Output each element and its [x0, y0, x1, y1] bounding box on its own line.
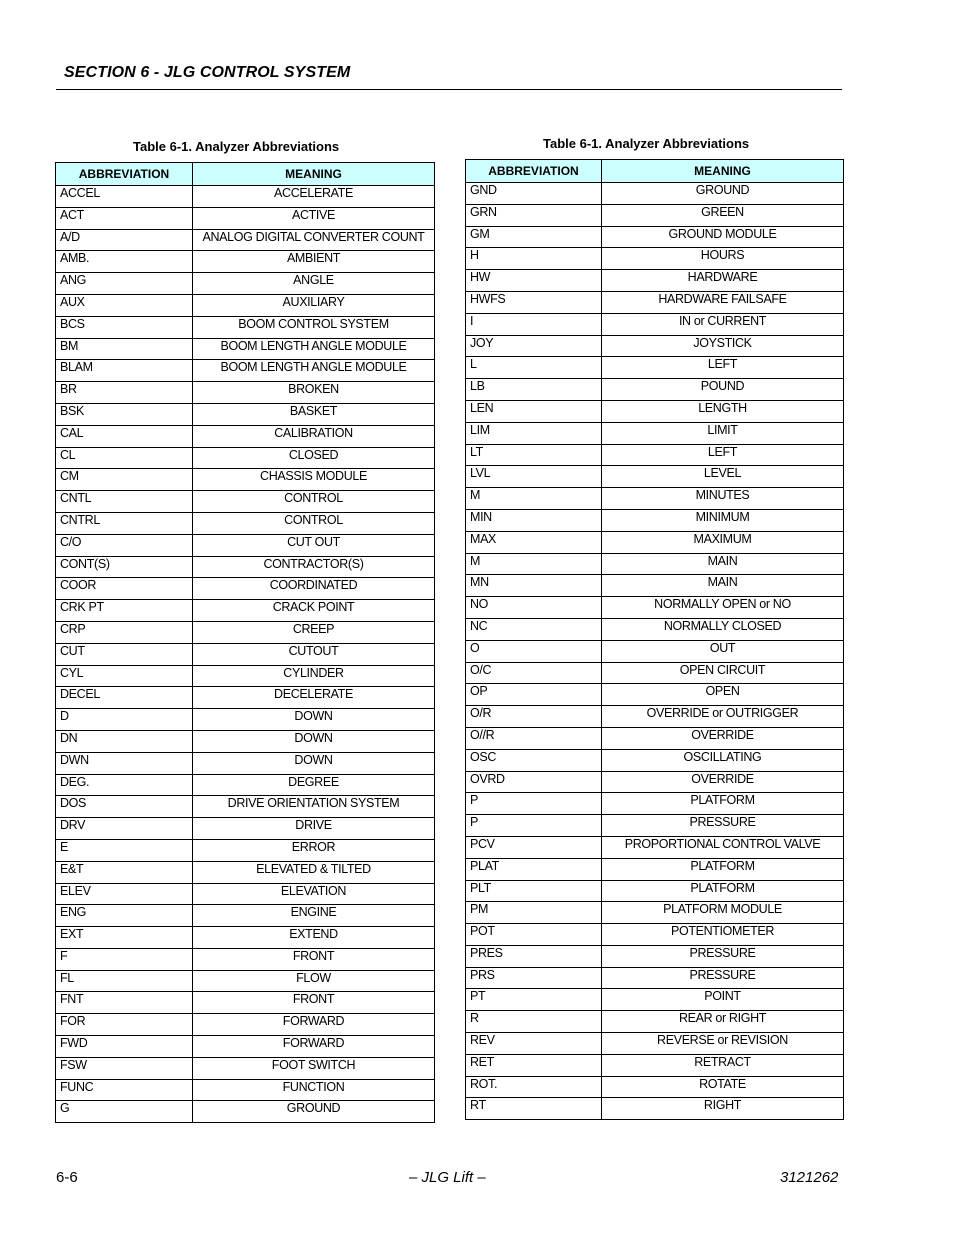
- meaning-cell: ERROR: [193, 839, 435, 861]
- table-row: [56, 294, 435, 316]
- table-row: [56, 251, 435, 273]
- abbreviation-cell: DN: [56, 730, 193, 752]
- meaning-cell: AMBIENT: [193, 251, 435, 273]
- meaning-cell: ENGINE: [193, 905, 435, 927]
- meaning-cell: BOOM LENGTH ANGLE MODULE: [193, 338, 435, 360]
- table-row: [466, 924, 844, 946]
- abbreviation-cell: L: [466, 357, 602, 379]
- abbreviation-cell: FWD: [56, 1036, 193, 1058]
- meaning-cell: POTENTIOMETER: [602, 924, 844, 946]
- table-row: [466, 444, 844, 466]
- meaning-cell: LEVEL: [602, 466, 844, 488]
- meaning-cell: FOOT SWITCH: [193, 1057, 435, 1079]
- meaning-cell: COORDINATED: [193, 578, 435, 600]
- table-row: [56, 818, 435, 840]
- abbreviation-cell: PRS: [466, 967, 602, 989]
- table-row: [466, 815, 844, 837]
- abbreviation-cell: DWN: [56, 752, 193, 774]
- table-row: [466, 270, 844, 292]
- abbreviation-cell: PM: [466, 902, 602, 924]
- table-row: [56, 556, 435, 578]
- table-row: [466, 967, 844, 989]
- meaning-cell: OPEN CIRCUIT: [602, 662, 844, 684]
- abbreviation-cell: H: [466, 248, 602, 270]
- table-row: [56, 338, 435, 360]
- abbreviation-cell: LEN: [466, 400, 602, 422]
- abbreviation-cell: OP: [466, 684, 602, 706]
- table-row: [466, 400, 844, 422]
- meaning-cell: DRIVE: [193, 818, 435, 840]
- abbreviation-cell: O: [466, 640, 602, 662]
- abbreviation-cell: HWFS: [466, 291, 602, 313]
- table-row: [56, 992, 435, 1014]
- meaning-cell: LENGTH: [602, 400, 844, 422]
- meaning-cell: HARDWARE: [602, 270, 844, 292]
- table-row: [56, 774, 435, 796]
- table-row: [466, 793, 844, 815]
- table-row: [466, 1011, 844, 1033]
- abbreviation-cell: DOS: [56, 796, 193, 818]
- table-row: [466, 204, 844, 226]
- abbreviation-cell: E&T: [56, 861, 193, 883]
- table-row: [466, 771, 844, 793]
- abbreviation-cell: FNT: [56, 992, 193, 1014]
- abbreviation-cell: PLAT: [466, 858, 602, 880]
- table-row: [466, 422, 844, 444]
- abbreviation-cell: ACCEL: [56, 186, 193, 208]
- abbreviation-cell: M: [466, 488, 602, 510]
- meaning-cell: NORMALLY CLOSED: [602, 618, 844, 640]
- abbreviation-cell: ACT: [56, 207, 193, 229]
- meaning-cell: MAIN: [602, 575, 844, 597]
- table-row: [56, 730, 435, 752]
- meaning-cell: PRESSURE: [602, 815, 844, 837]
- table-row: [466, 727, 844, 749]
- table-row: [466, 553, 844, 575]
- meaning-cell: CYLINDER: [193, 665, 435, 687]
- table-row: [466, 313, 844, 335]
- abbreviation-cell: C/O: [56, 534, 193, 556]
- abbreviation-cell: CYL: [56, 665, 193, 687]
- meaning-cell: PLATFORM: [602, 793, 844, 815]
- abbreviations-table: [55, 162, 435, 1123]
- meaning-cell: PROPORTIONAL CONTROL VALVE: [602, 836, 844, 858]
- abbreviation-cell: G: [56, 1101, 193, 1123]
- abbreviation-cell: LVL: [466, 466, 602, 488]
- meaning-cell: MINIMUM: [602, 509, 844, 531]
- table-row: [56, 665, 435, 687]
- meaning-cell: OVERRIDE or OUTRIGGER: [602, 706, 844, 728]
- table-row: [466, 989, 844, 1011]
- meaning-cell: DEGREE: [193, 774, 435, 796]
- meaning-cell: ACTIVE: [193, 207, 435, 229]
- abbreviation-cell: M: [466, 553, 602, 575]
- meaning-cell: FORWARD: [193, 1036, 435, 1058]
- meaning-cell: OVERRIDE: [602, 771, 844, 793]
- table-row: [466, 575, 844, 597]
- abbreviation-cell: CL: [56, 447, 193, 469]
- table-row: [466, 1098, 844, 1120]
- abbreviation-cell: FUNC: [56, 1079, 193, 1101]
- table-row: [466, 749, 844, 771]
- meaning-cell: MINUTES: [602, 488, 844, 510]
- meaning-cell: ELEVATED & TILTED: [193, 861, 435, 883]
- abbreviation-cell: DECEL: [56, 687, 193, 709]
- meaning-cell: POUND: [602, 379, 844, 401]
- meaning-cell: MAXIMUM: [602, 531, 844, 553]
- meaning-cell: POINT: [602, 989, 844, 1011]
- table-row: [56, 447, 435, 469]
- table-row: [466, 488, 844, 510]
- table-row: [56, 425, 435, 447]
- abbreviation-cell: GM: [466, 226, 602, 248]
- table-row: [56, 1057, 435, 1079]
- abbreviation-cell: RT: [466, 1098, 602, 1120]
- abbreviation-cell: CRK PT: [56, 600, 193, 622]
- table-row: [466, 618, 844, 640]
- meaning-cell: PLATFORM MODULE: [602, 902, 844, 924]
- abbreviation-cell: JOY: [466, 335, 602, 357]
- meaning-cell: PRESSURE: [602, 945, 844, 967]
- abbreviation-cell: FL: [56, 970, 193, 992]
- abbreviation-cell: EXT: [56, 927, 193, 949]
- table-row: [56, 578, 435, 600]
- table-row: [56, 621, 435, 643]
- table-row: [466, 291, 844, 313]
- meaning-cell: OPEN: [602, 684, 844, 706]
- abbreviation-cell: MAX: [466, 531, 602, 553]
- meaning-cell: DOWN: [193, 730, 435, 752]
- table-row: [466, 880, 844, 902]
- abbreviation-cell: BLAM: [56, 360, 193, 382]
- column-header-abbreviation: ABBREVIATION: [56, 163, 193, 186]
- abbreviation-cell: ROT.: [466, 1076, 602, 1098]
- meaning-cell: CONTROL: [193, 512, 435, 534]
- table-row: [466, 902, 844, 924]
- table-row: [466, 357, 844, 379]
- table-row: [56, 207, 435, 229]
- meaning-cell: IN or CURRENT: [602, 313, 844, 335]
- column-header-meaning: MEANING: [193, 163, 435, 186]
- meaning-cell: REVERSE or REVISION: [602, 1033, 844, 1055]
- table-caption: Table 6-1. Analyzer Abbreviations: [543, 136, 750, 151]
- abbreviation-cell: PLT: [466, 880, 602, 902]
- meaning-cell: DOWN: [193, 752, 435, 774]
- table-row: [466, 226, 844, 248]
- abbreviation-cell: POT: [466, 924, 602, 946]
- column-header-abbreviation: ABBREVIATION: [466, 160, 602, 183]
- meaning-cell: FRONT: [193, 948, 435, 970]
- table-row: [466, 597, 844, 619]
- abbreviation-cell: CNTL: [56, 491, 193, 513]
- table-row: [56, 534, 435, 556]
- table-row: [56, 796, 435, 818]
- table-row: [56, 1014, 435, 1036]
- abbreviation-cell: CM: [56, 469, 193, 491]
- meaning-cell: CREEP: [193, 621, 435, 643]
- meaning-cell: OSCILLATING: [602, 749, 844, 771]
- table-row: [56, 469, 435, 491]
- meaning-cell: PLATFORM: [602, 858, 844, 880]
- abbreviation-cell: ANG: [56, 273, 193, 295]
- abbreviation-cell: BSK: [56, 403, 193, 425]
- meaning-cell: LEFT: [602, 357, 844, 379]
- table-row: [56, 229, 435, 251]
- abbreviation-cell: P: [466, 815, 602, 837]
- abbreviation-cell: DEG.: [56, 774, 193, 796]
- meaning-cell: EXTEND: [193, 927, 435, 949]
- meaning-cell: LEFT: [602, 444, 844, 466]
- meaning-cell: ROTATE: [602, 1076, 844, 1098]
- meaning-cell: GROUND: [193, 1101, 435, 1123]
- meaning-cell: ANALOG DIGITAL CONVERTER COUNT: [193, 229, 435, 251]
- abbreviation-cell: PRES: [466, 945, 602, 967]
- table-row: [466, 335, 844, 357]
- meaning-cell: REAR or RIGHT: [602, 1011, 844, 1033]
- table-row: [466, 1076, 844, 1098]
- meaning-cell: BOOM CONTROL SYSTEM: [193, 316, 435, 338]
- abbreviation-cell: BR: [56, 382, 193, 404]
- meaning-cell: CLOSED: [193, 447, 435, 469]
- meaning-cell: GREEN: [602, 204, 844, 226]
- abbreviation-cell: O/R: [466, 706, 602, 728]
- table-row: [56, 1036, 435, 1058]
- table-row: [56, 491, 435, 513]
- document-number: 3121262: [780, 1169, 839, 1186]
- meaning-cell: CALIBRATION: [193, 425, 435, 447]
- abbreviation-cell: BCS: [56, 316, 193, 338]
- meaning-cell: HOURS: [602, 248, 844, 270]
- meaning-cell: FRONT: [193, 992, 435, 1014]
- table-row: [466, 531, 844, 553]
- table-row: [56, 643, 435, 665]
- table-row: [56, 1079, 435, 1101]
- table-row: [56, 927, 435, 949]
- abbreviation-cell: OVRD: [466, 771, 602, 793]
- meaning-cell: PLATFORM: [602, 880, 844, 902]
- meaning-cell: CHASSIS MODULE: [193, 469, 435, 491]
- abbreviation-cell: RET: [466, 1054, 602, 1076]
- meaning-cell: FORWARD: [193, 1014, 435, 1036]
- abbreviation-cell: GND: [466, 183, 602, 205]
- table-row: [466, 662, 844, 684]
- meaning-cell: GROUND MODULE: [602, 226, 844, 248]
- table-row: [466, 640, 844, 662]
- meaning-cell: CUTOUT: [193, 643, 435, 665]
- abbreviation-cell: D: [56, 709, 193, 731]
- meaning-cell: LIMIT: [602, 422, 844, 444]
- abbreviation-cell: LIM: [466, 422, 602, 444]
- meaning-cell: DOWN: [193, 709, 435, 731]
- meaning-cell: ACCELERATE: [193, 186, 435, 208]
- abbreviation-cell: E: [56, 839, 193, 861]
- table-row: [466, 248, 844, 270]
- abbreviation-cell: F: [56, 948, 193, 970]
- table-row: [56, 186, 435, 208]
- table-row: [466, 183, 844, 205]
- table-row: [466, 1054, 844, 1076]
- section-title: SECTION 6 - JLG CONTROL SYSTEM: [64, 64, 351, 81]
- meaning-cell: MAIN: [602, 553, 844, 575]
- abbreviation-cell: AMB.: [56, 251, 193, 273]
- abbreviation-cell: GRN: [466, 204, 602, 226]
- abbreviation-cell: MIN: [466, 509, 602, 531]
- meaning-cell: OUT: [602, 640, 844, 662]
- abbreviations-table: [465, 159, 844, 1120]
- abbreviation-cell: HW: [466, 270, 602, 292]
- abbreviation-cell: CUT: [56, 643, 193, 665]
- table-row: [56, 382, 435, 404]
- table-row: [56, 687, 435, 709]
- meaning-cell: OVERRIDE: [602, 727, 844, 749]
- abbreviation-cell: COOR: [56, 578, 193, 600]
- meaning-cell: RIGHT: [602, 1098, 844, 1120]
- table-row: [466, 684, 844, 706]
- table-row: [466, 858, 844, 880]
- abbreviation-cell: ENG: [56, 905, 193, 927]
- meaning-cell: ANGLE: [193, 273, 435, 295]
- table-row: [466, 1033, 844, 1055]
- table-row: [56, 316, 435, 338]
- abbreviation-cell: CNTRL: [56, 512, 193, 534]
- abbreviation-cell: I: [466, 313, 602, 335]
- table-row: [56, 600, 435, 622]
- meaning-cell: NORMALLY OPEN or NO: [602, 597, 844, 619]
- meaning-cell: DRIVE ORIENTATION SYSTEM: [193, 796, 435, 818]
- meaning-cell: BASKET: [193, 403, 435, 425]
- table-row: [56, 752, 435, 774]
- table-row: [56, 360, 435, 382]
- table-header-row: [466, 160, 844, 183]
- meaning-cell: PRESSURE: [602, 967, 844, 989]
- table-header-row: [56, 163, 435, 186]
- table-row: [466, 466, 844, 488]
- table-row: [466, 706, 844, 728]
- abbreviation-cell: FSW: [56, 1057, 193, 1079]
- abbreviation-cell: LT: [466, 444, 602, 466]
- table-row: [56, 948, 435, 970]
- table-row: [56, 970, 435, 992]
- abbreviation-cell: PCV: [466, 836, 602, 858]
- abbreviation-cell: CRP: [56, 621, 193, 643]
- table-row: [56, 709, 435, 731]
- abbreviation-cell: NO: [466, 597, 602, 619]
- abbreviation-cell: CONT(S): [56, 556, 193, 578]
- abbreviation-cell: REV: [466, 1033, 602, 1055]
- footer-brand: – JLG Lift –: [409, 1169, 486, 1186]
- table-row: [56, 839, 435, 861]
- abbreviation-cell: AUX: [56, 294, 193, 316]
- meaning-cell: JOYSTICK: [602, 335, 844, 357]
- abbreviation-cell: PT: [466, 989, 602, 1011]
- meaning-cell: CRACK POINT: [193, 600, 435, 622]
- page-number: 6-6: [56, 1169, 78, 1186]
- table-row: [56, 273, 435, 295]
- abbreviation-cell: MN: [466, 575, 602, 597]
- abbreviation-cell: OSC: [466, 749, 602, 771]
- abbreviation-cell: R: [466, 1011, 602, 1033]
- meaning-cell: BOOM LENGTH ANGLE MODULE: [193, 360, 435, 382]
- header-rule: [56, 89, 842, 90]
- table-row: [56, 403, 435, 425]
- table-row: [56, 861, 435, 883]
- abbreviation-cell: ELEV: [56, 883, 193, 905]
- meaning-cell: HARDWARE FAILSAFE: [602, 291, 844, 313]
- meaning-cell: AUXILIARY: [193, 294, 435, 316]
- meaning-cell: BROKEN: [193, 382, 435, 404]
- column-header-meaning: MEANING: [602, 160, 844, 183]
- abbreviation-cell: P: [466, 793, 602, 815]
- table-row: [466, 945, 844, 967]
- abbreviation-cell: A/D: [56, 229, 193, 251]
- meaning-cell: GROUND: [602, 183, 844, 205]
- abbreviation-cell: BM: [56, 338, 193, 360]
- abbreviation-cell: DRV: [56, 818, 193, 840]
- table-row: [466, 509, 844, 531]
- meaning-cell: RETRACT: [602, 1054, 844, 1076]
- meaning-cell: FLOW: [193, 970, 435, 992]
- table-row: [56, 883, 435, 905]
- abbreviation-cell: FOR: [56, 1014, 193, 1036]
- abbreviation-cell: CAL: [56, 425, 193, 447]
- table-row: [56, 905, 435, 927]
- meaning-cell: FUNCTION: [193, 1079, 435, 1101]
- meaning-cell: CONTROL: [193, 491, 435, 513]
- table-row: [56, 1101, 435, 1123]
- table-row: [56, 512, 435, 534]
- abbreviation-cell: O/C: [466, 662, 602, 684]
- meaning-cell: ELEVATION: [193, 883, 435, 905]
- abbreviation-cell: NC: [466, 618, 602, 640]
- table-caption: Table 6-1. Analyzer Abbreviations: [133, 139, 340, 154]
- table-row: [466, 836, 844, 858]
- abbreviation-cell: O//R: [466, 727, 602, 749]
- meaning-cell: CUT OUT: [193, 534, 435, 556]
- meaning-cell: DECELERATE: [193, 687, 435, 709]
- table-row: [466, 379, 844, 401]
- abbreviation-cell: LB: [466, 379, 602, 401]
- meaning-cell: CONTRACTOR(S): [193, 556, 435, 578]
